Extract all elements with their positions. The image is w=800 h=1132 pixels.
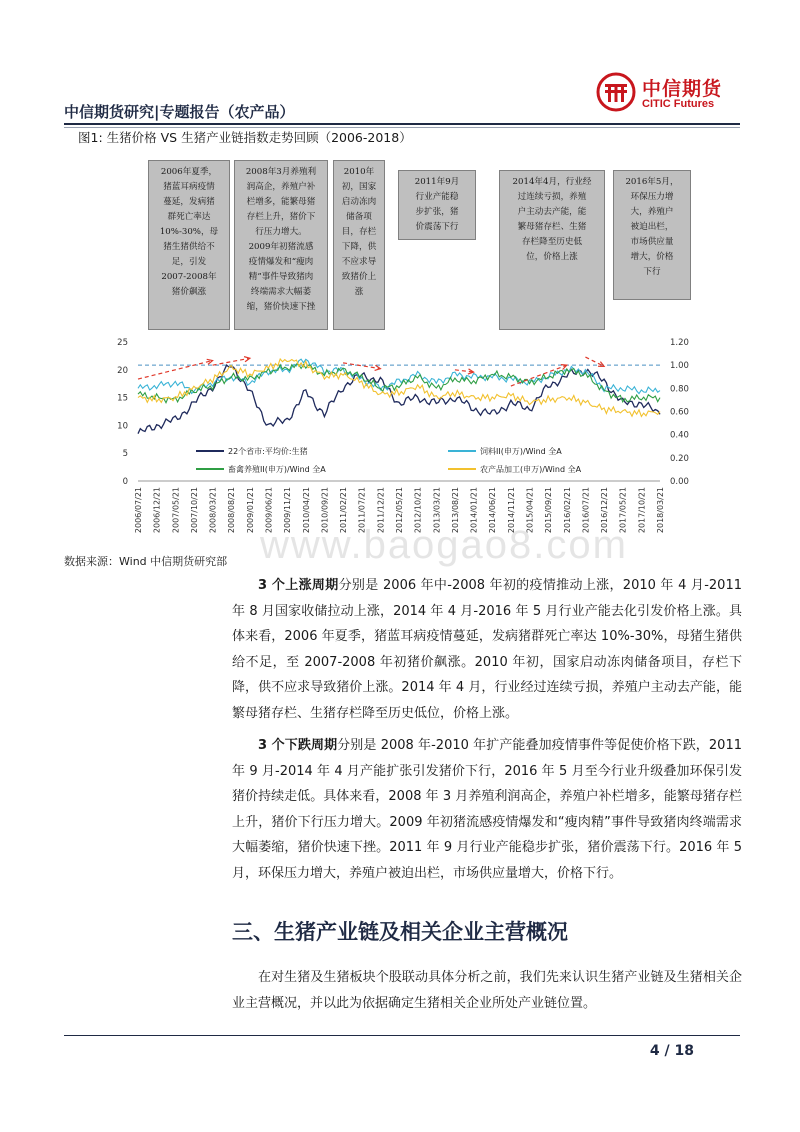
trend-arrow-head [375,365,381,370]
annotation-line: 缩，猪价快速下挫 [246,302,316,312]
annotation-line: 致猪价上 [341,272,377,282]
annotation-line: 存栏降至历史低 [521,237,583,247]
annotation-line: 环保压力增 [630,192,674,202]
x-axis-tick-label: 2009/06/21 [264,487,274,534]
right-axis-tick-label: 1.20 [670,338,689,348]
annotation-line: 被迫出栏， [630,222,674,232]
page-number: 4 / 18 [649,1043,694,1059]
x-axis-tick-label: 2015/09/21 [544,486,554,534]
annotation-line: 下降，供 [341,242,377,252]
report-header-title: 中信期货研究|专题报告（农产品） [64,103,295,121]
annotation-line: 2016年5月， [625,177,679,187]
x-axis-tick-label: 2017/10/21 [637,487,647,534]
legend-label: 畜禽养殖II(申万)/Wind 全A [228,465,326,474]
x-axis-tick-label: 2016/07/21 [581,487,591,534]
watermark: www.baogao8.com [260,523,628,567]
x-axis-tick-label: 2008/08/21 [227,487,237,534]
annotation-line: 2006年夏季， [160,167,218,177]
paragraph-intro: 在对生猪及生猪板块个股联动具体分析之前，我们先来认识生猪产业链及生猪相关企业主营概况，并以此为依据确定生猪相关企业所处产业链位置。 [232,970,742,1011]
annotation-line: 2011年9月 [414,177,460,187]
x-axis-tick-label: 2012/05/21 [395,487,404,534]
falling-cycles-label: 3 个下跌周期 [258,738,338,753]
annotation-line: 存栏上升，猪价下 [246,212,316,222]
annotation-line: 2010年 [343,167,375,177]
left-axis-tick-label: 0 [122,477,128,487]
legend-label: 农产品加工(申万)/Wind 全A [480,465,582,474]
left-axis-tick-label: 15 [117,393,128,404]
annotation-line: 行压力增大。 [255,227,307,237]
x-axis-tick-label: 2007/05/21 [171,487,181,534]
annotation-line: 大，养殖户 [630,207,674,217]
annotation-line: 市场供应量 [630,237,674,247]
annotation-box-2010 [333,160,385,330]
annotation-line: 涨 [354,287,364,297]
x-axis-tick-label: 2011/12/21 [376,487,386,534]
annotation-line: 2014年4月，行业经 [512,177,592,187]
logo-chinese-name: 中信期货 [642,78,723,100]
x-axis-tick-label: 2016/12/21 [600,487,610,534]
figure-caption: 图1: 生猪价格 VS 生猪产业链指数走势回顾（2006-2018） [78,130,412,145]
annotation-line: 不应求导 [341,257,377,267]
trend-arrow-head [244,357,250,362]
x-axis-tick-label: 2008/03/21 [208,487,218,534]
annotation-line: 10%-30%，母 [159,227,219,237]
annotation-box-2014 [499,170,605,330]
left-axis-tick-label: 25 [117,338,128,348]
annotation-line: 栏增多，能繁母猪 [246,197,316,207]
rising-cycles-label: 3 个上涨周期 [258,578,339,593]
annotation-line: 2009年初猪流感 [248,242,314,252]
falling-cycles-text: 分别是 2008 年-2010 年扩产能叠加疫情事件等促使价格下跌，2011 年 9 月-2014 年 4 月产能扩张引发猪价下行，2016 年 5 月至今行业升级叠加环保引发猪价持续走低。具体来看，2008 年 3 月养殖利润高企，养殖户补栏增多，能繁母猪存栏上升，猪价下行压力增大。2009 年初猪流感疫情爆发和“瘦肉精”事件导致猪肉终端需求大幅萎缩，猪价快速下挫。2011 年 9 月行业产能稳步扩张，猪价震荡下行。2016 年 5 月，环保压力增大，养殖户被迫出栏，市场供应量增大，价格下行。 [232,738,742,881]
x-axis-tick-label: 2014/06/21 [488,487,498,534]
annotation-line: 猪生猪供给不 [163,242,215,252]
annotation-line: 足，引发 [171,257,207,267]
x-axis-tick-label: 2006/12/21 [152,487,162,534]
header-divider [64,123,740,125]
x-axis-tick-label: 2010/04/21 [301,487,311,534]
x-axis-tick-label: 2006/07/21 [134,487,143,534]
annotation-line: 增大，价格 [630,252,674,262]
right-axis-tick-label: 0.60 [670,407,689,418]
trend-arrow-line [138,361,213,380]
right-axis-tick-label: 0.20 [670,453,689,464]
annotation-line: 启动冻肉 [341,197,377,207]
annotation-line: 繁母猪存栏、生猪 [517,222,587,232]
left-axis-tick-label: 5 [122,449,128,460]
annotation-line: 步扩张，猪 [415,207,459,217]
annotation-line: 行业产能稳 [415,192,459,202]
company-logo [596,72,736,116]
legend-label: 22个省市:平均价:生猪 [228,447,308,456]
x-axis-tick-label: 2012/10/21 [413,487,423,534]
logo-english-name: CITIC Futures [642,98,715,110]
annotation-line: 润高企，养殖户补 [246,182,316,192]
x-axis-tick-label: 2009/11/21 [283,487,293,534]
annotation-line: 目，存栏 [341,227,377,237]
left-axis-tick-label: 10 [117,421,128,432]
annotation-line: 2007-2008年 [161,272,217,282]
annotation-line: 蔓延，发病猪 [163,197,215,207]
annotation-line: 猪蓝耳病疫情 [163,182,215,192]
annotation-line: 价震荡下行 [415,222,459,232]
paragraph-rising-cycles [232,573,742,726]
annotation-box-2008 [234,160,328,330]
rising-cycles-text: 分别是 2006 年中-2008 年初的疫情推动上涨，2010 年 4 月-2011 年 8 月国家收储拉动上涨，2014 年 4 月-2016 年 5 月行业产能去化引发价格上涨。具体来看，2006 年夏季，猪蓝耳病疫情蔓延，发病猪群死亡率达 10%-30%，母猪生猪供给不足，至 2007-2008 年初猪价飙涨。2010 年初，国家启动冻肉储备项目，存栏下降，供不应求导致猪价上涨。2014 年 4 月，行业经过连续亏损，养殖户主动去产能，能繁母猪存栏、生猪存栏降至历史低位，价格上涨。 [232,578,742,721]
x-axis-tick-label: 2013/08/21 [450,487,460,534]
citic-logo-icon [596,72,636,112]
right-axis-tick-label: 0.00 [670,477,689,487]
x-axis-tick-label: 2018/03/21 [656,487,665,534]
legend-label: 饲料II(申万)/Wind 全A [480,447,562,456]
annotation-line: 位，价格上涨 [526,252,578,262]
x-axis-tick-label: 2016/02/21 [562,487,572,534]
annotation-line: 群死亡率达 [167,212,211,222]
x-axis-tick-label: 2013/03/21 [432,487,442,534]
annotation-box-2011 [398,170,476,240]
x-axis-tick-label: 2007/10/21 [189,487,199,534]
paragraph-falling-cycles [232,733,742,886]
annotation-line: 疫情爆发和“瘦肉 [248,257,314,267]
annotation-line: 户主动去产能，能 [517,207,587,217]
series-line [138,364,660,403]
x-axis-tick-label: 2017/05/21 [618,487,628,534]
section-heading: 三、生猪产业链及相关企业主营概况 [232,920,568,944]
annotation-line: 下行 [643,267,661,277]
x-axis-tick-label: 2015/04/21 [525,487,535,534]
x-axis-tick-label: 2014/11/21 [506,487,516,534]
trend-arrow-line [343,363,380,369]
x-axis-tick-label: 2014/01/21 [469,487,479,534]
annotation-line: 2008年3月养殖利 [245,167,317,177]
annotation-line: 精”事件导致猪肉 [248,272,314,282]
x-axis-tick-label: 2011/07/21 [357,487,367,534]
x-axis-tick-label: 2011/02/21 [339,487,349,534]
annotation-box-2006 [148,160,230,330]
annotation-line: 储备项 [346,212,372,222]
pig-price-vs-index-chart [64,330,740,545]
data-source-note: 数据来源：Wind 中信期货研究部 [64,555,228,568]
annotation-line: 猪价飙涨 [171,287,207,297]
right-axis-tick-label: 0.80 [670,384,689,395]
left-axis-tick-label: 20 [117,365,128,376]
footer-divider [64,1035,740,1036]
right-axis-tick-label: 1.00 [670,361,689,372]
annotation-box-2016 [613,170,691,300]
x-axis-tick-label: 2010/09/21 [320,487,330,534]
right-axis-tick-label: 0.40 [670,430,689,441]
annotation-line: 过连续亏损，养殖 [517,192,587,202]
annotation-line: 初，国家 [341,182,377,192]
x-axis-tick-label: 2009/01/21 [245,487,255,534]
annotation-line: 终端需求大幅萎 [250,287,312,297]
trend-arrow-line [213,358,250,365]
